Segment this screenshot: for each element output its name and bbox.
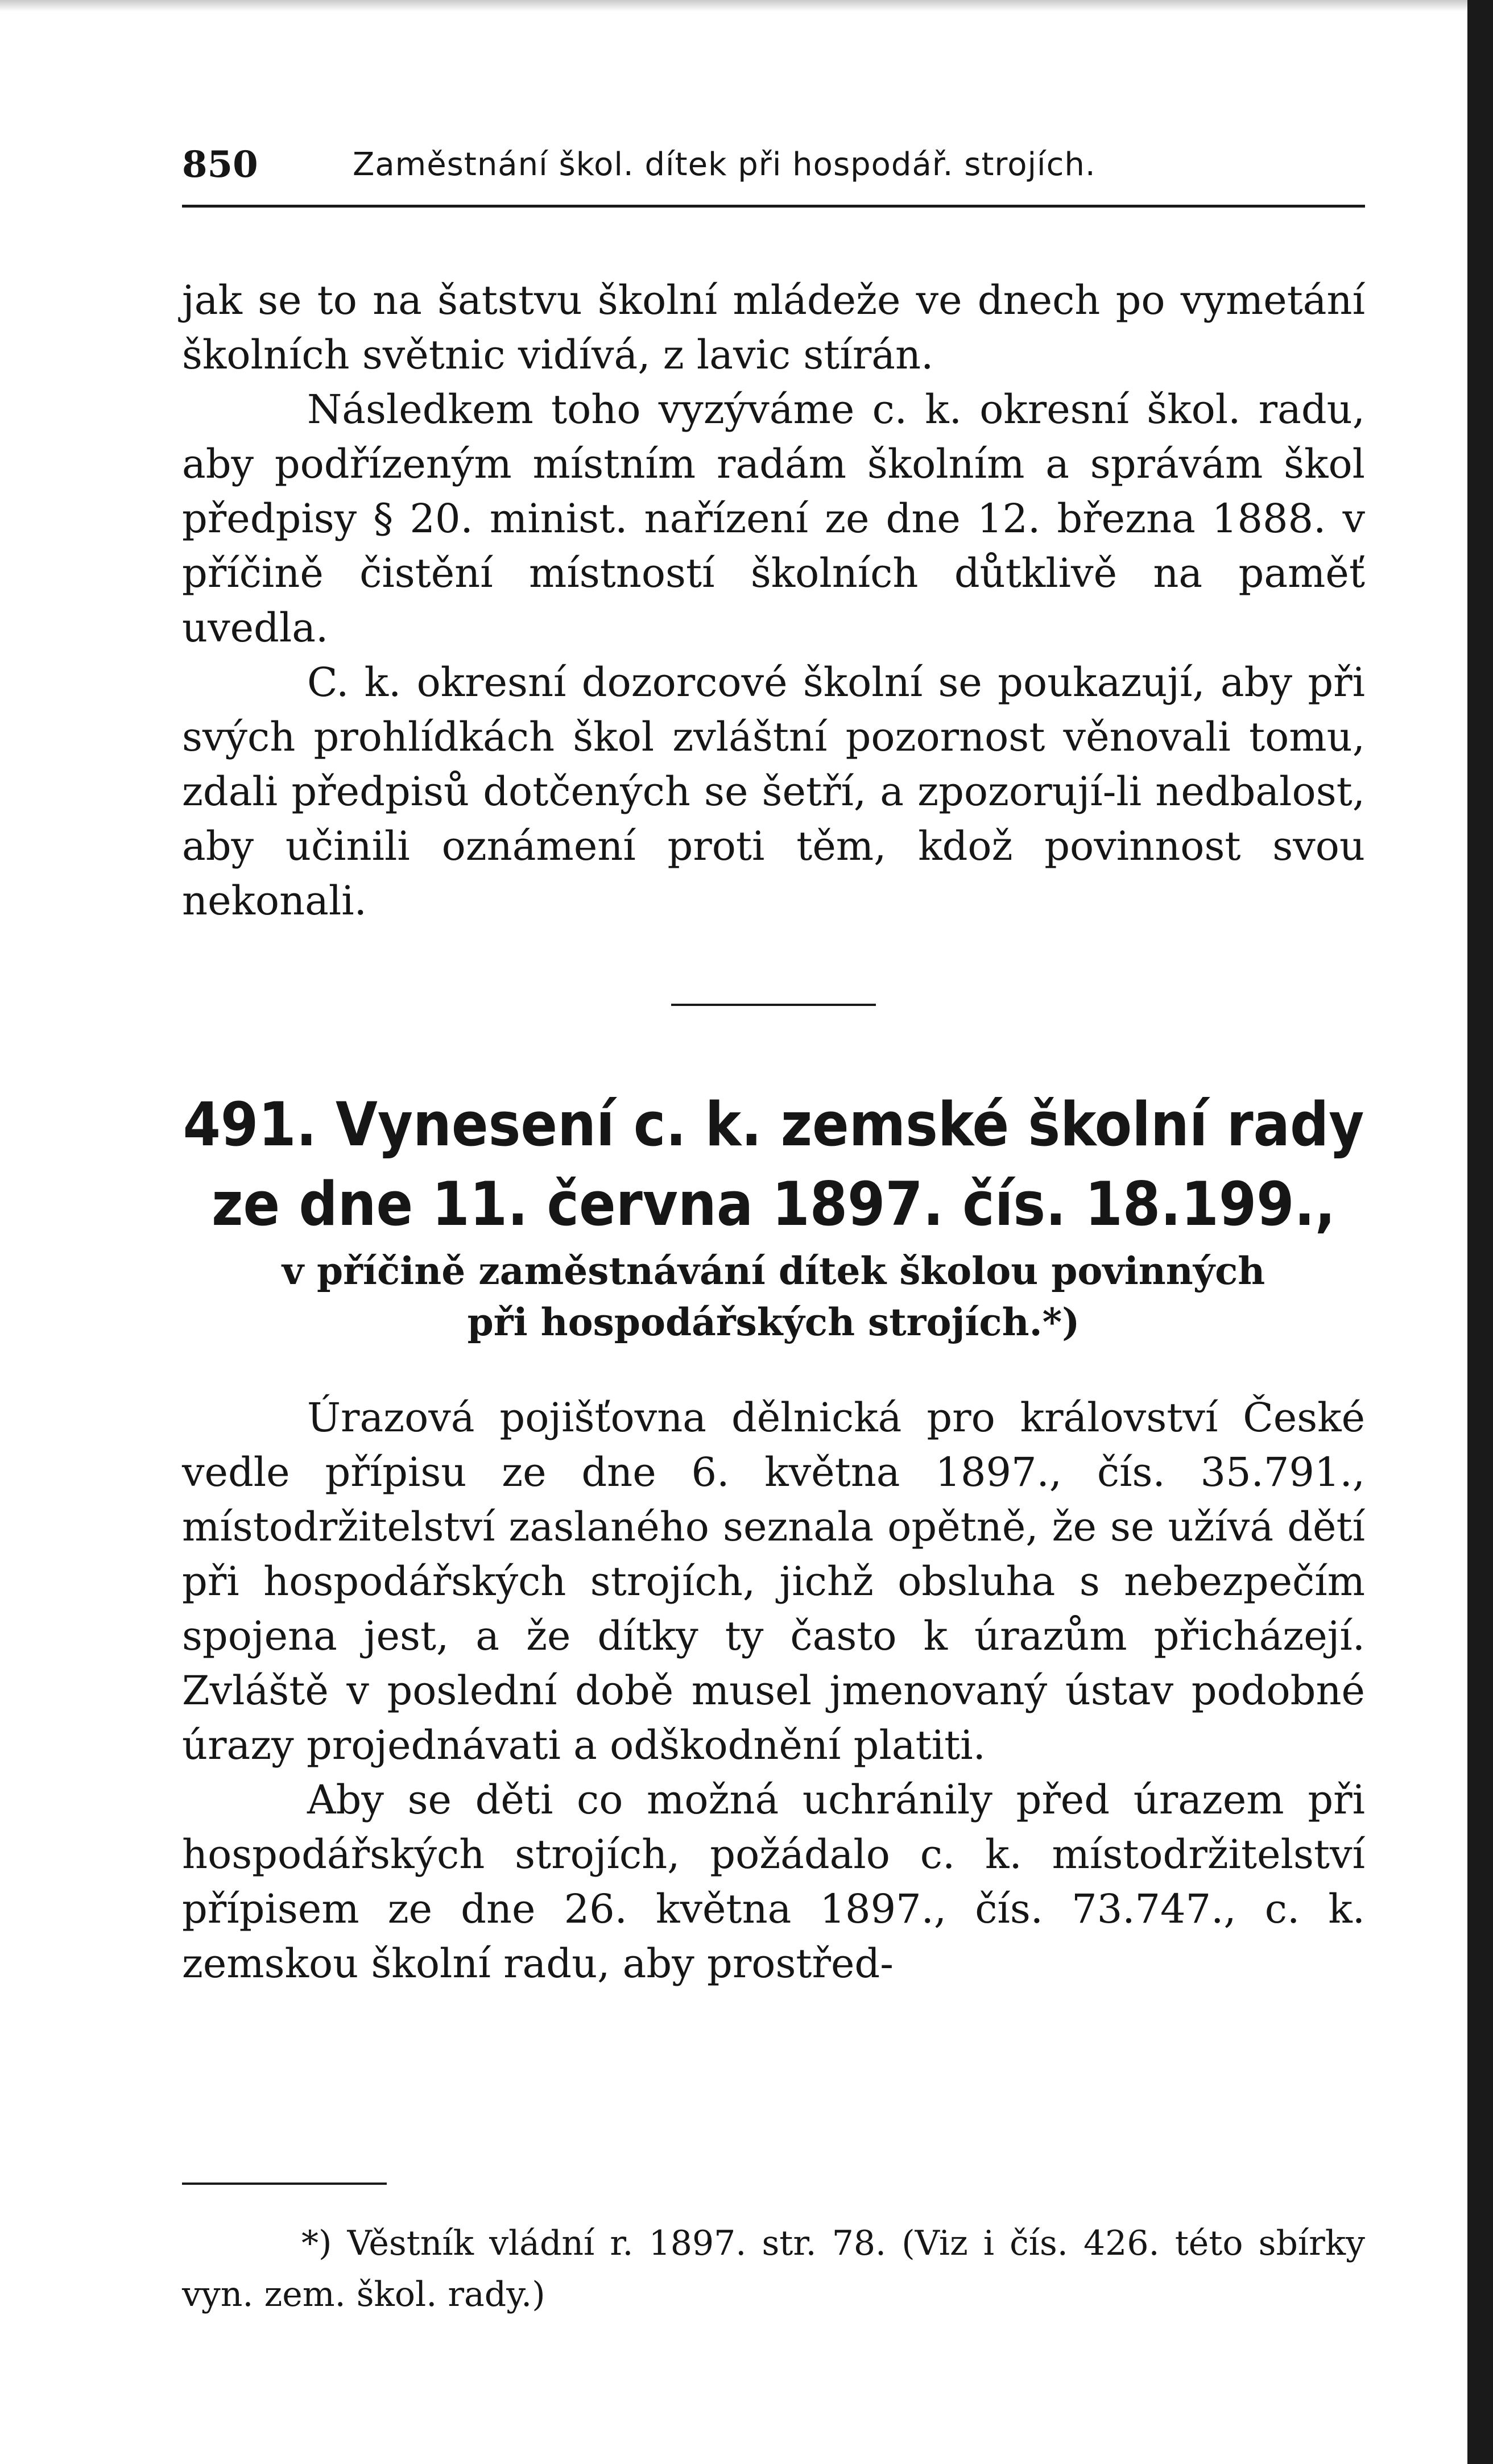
decree-paragraph-2: Aby se děti co možná uchránily před úrazem při hospodářských strojích, požádalo c. k. místodržitelství přípisem ze dne 26. května 1897., čís. 73.747., c. k. zemskou školní radu, aby prostřed-: [182, 1776, 1365, 1987]
decree-title-line-1: 491. Vynesení c. k. zemské školní rady: [183, 1090, 1364, 1159]
decree-paragraph-1: Úrazová pojišťovna dělnická pro království České vedle přípisu ze dne 6. května 1897., čís. 35.791., místodržitelství zaslaného seznala opětně, že se užívá dětí při hospodářských strojích, jichž obsluha s nebezpečím spojena jest, a že dítky ty často k úrazům přicházejí. Zvláště v poslední době musel jmenovaný ústav podobné úrazy projednávati a odškodnění platiti.: [182, 1394, 1365, 1769]
book-page: [182, 0, 1365, 2464]
decree-body: [182, 1390, 1365, 1991]
header-rule: [182, 205, 1365, 208]
previous-section-text: [182, 273, 1365, 928]
footnote: [182, 2218, 1365, 2320]
decree-title: [182, 1085, 1365, 1244]
section-divider: [671, 1004, 876, 1006]
footnote-rule: [182, 2183, 387, 2185]
scan-right-edge: [1467, 0, 1493, 2464]
paragraph-1: jak se to na šatstvu školní mládeže ve dnech po vymetání školních světnic vidívá, z lavic stírán.: [182, 277, 1365, 378]
decree-subtitle-line-1: v příčině zaměstnávání dítek školou povinných: [282, 1249, 1265, 1293]
page-header: [182, 145, 1365, 185]
decree-subtitle: [182, 1245, 1365, 1348]
page-number: 850: [182, 143, 258, 186]
running-title: Zaměstnání škol. dítek při hospodář. strojích.: [353, 146, 1096, 183]
paragraph-3: C. k. okresní dozorcové školní se poukazují, aby při svých prohlídkách škol zvláštní pozornost věnovali tomu, zdali předpisů dotčených se šetří, a zpozorují-li nedbalost, aby učinili oznámení proti těm, kdož povinnost svou nekonali.: [182, 659, 1365, 924]
decree-title-line-2: ze dne 11. června 1897. čís. 18.199.,: [211, 1169, 1335, 1239]
decree-subtitle-line-2: při hospodářských strojích.*): [467, 1300, 1080, 1344]
footnote-text: *) Věstník vládní r. 1897. str. 78. (Viz i čís. 426. této sbírky vyn. zem. škol. rady.): [182, 2223, 1365, 2314]
paragraph-2: Následkem toho vyzýváme c. k. okresní škol. radu, aby podřízeným místním radám školním a správám škol předpisy § 20. minist. nařízení ze dne 12. března 1888. v příčině čistění místností školních důtklivě na paměť uvedla.: [182, 386, 1365, 651]
